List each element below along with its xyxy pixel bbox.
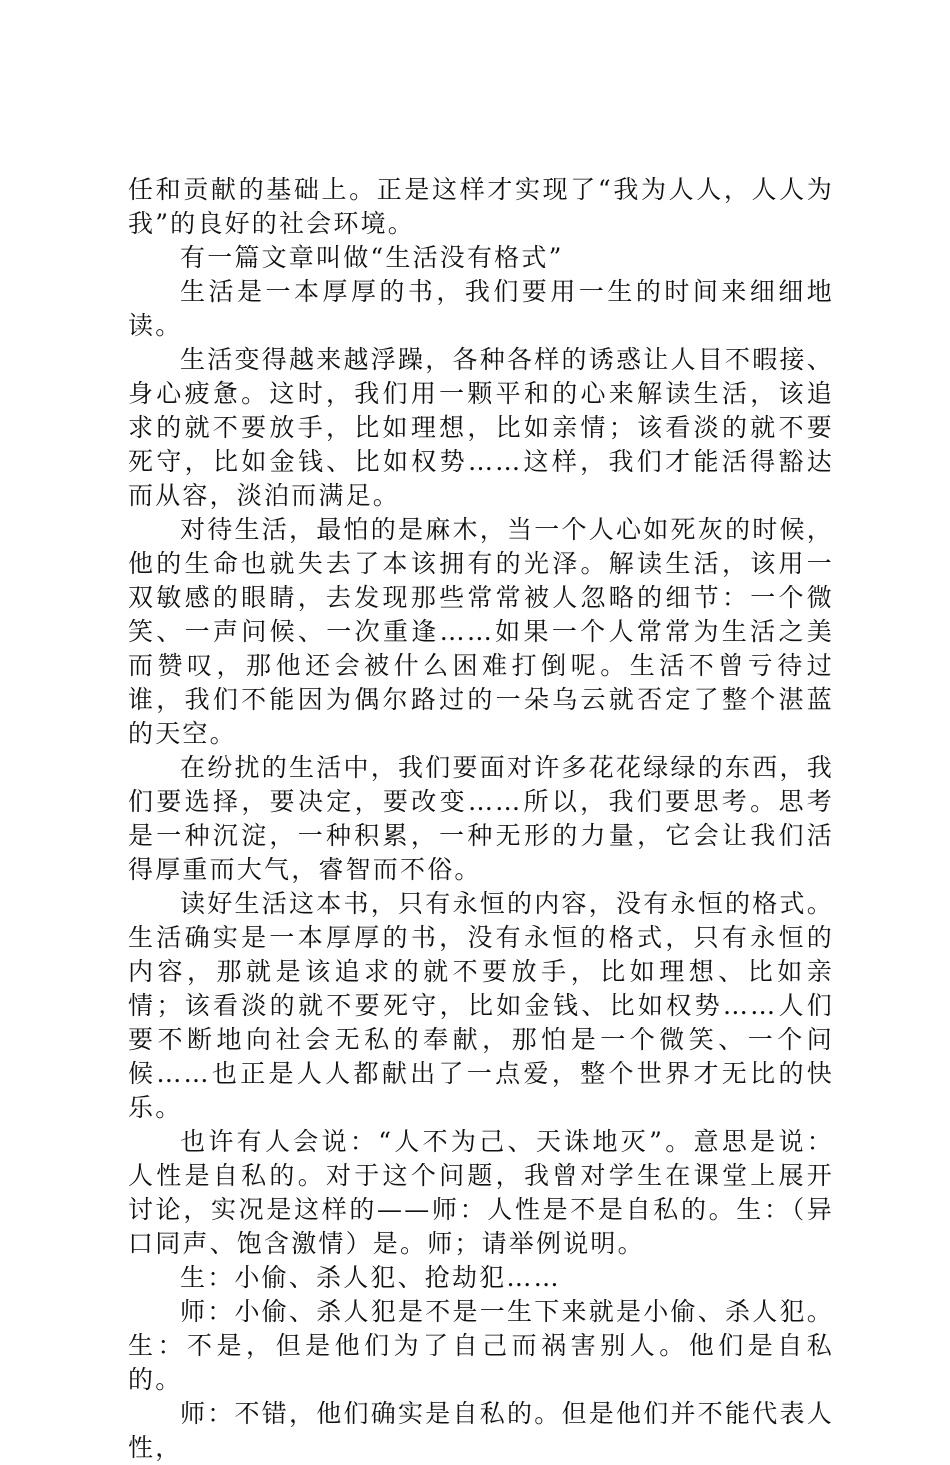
paragraph: 对待生活，最怕的是麻木，当一个人心如死灰的时候，他的生命也就失去了本该拥有的光泽。解读生活，该用一双敏感的眼睛，去发现那些常常被人忽略的细节：一个微笑、一声问候、一次重逢……如果一个人常常为生活之美而赞叹，那他还会被什么困难打倒呢。生活不曾亏待过谁，我们不能因为偶尔路过的一朵乌云就否定了整个湛蓝的天空。 bbox=[128, 515, 834, 748]
document-body bbox=[128, 173, 834, 1465]
paragraph: 生活变得越来越浮躁，各种各样的诱惑让人目不暇接、身心疲惫。这时，我们用一颗平和的心来解读生活，该追求的就不要放手，比如理想，比如亲情；该看淡的就不要死守，比如金钱、比如权势……这样，我们才能活得豁达而从容，淡泊而满足。 bbox=[128, 345, 834, 510]
paragraph: 任和贡献的基础上。正是这样才实现了“我为人人，人人为我”的良好的社会环境。 bbox=[128, 175, 834, 238]
paragraph: 也许有人会说：“人不为己、天诛地灭”。意思是说：人性是自私的。对于这个问题，我曾对学生在课堂上展开讨论，实况是这样的——师：人性是不是自私的。生：（异口同声、饱含激情）是。师；请举例说明。 bbox=[128, 1127, 834, 1258]
paragraph: 生：小偷、杀人犯、抢劫犯…… bbox=[180, 1263, 561, 1292]
paragraph: 师：不错，他们确实是自私的。但是他们并不能代表人性， bbox=[128, 1399, 834, 1462]
paragraph: 师：小偷、杀人犯是不是一生下来就是小偷、杀人犯。生：不是，但是他们为了自己而祸害别人。他们是自私的。 bbox=[128, 1297, 834, 1394]
paragraph: 生活是一本厚厚的书，我们要用一生的时间来细细地读。 bbox=[128, 277, 834, 340]
paragraph: 在纷扰的生活中，我们要面对许多花花绿绿的东西，我们要选择，要决定，要改变……所以，我们要思考。思考是一种沉淀，一种积累，一种无形的力量，它会让我们活得厚重而大气，睿智而不俗。 bbox=[128, 753, 834, 884]
paragraph: 读好生活这本书，只有永恒的内容，没有永恒的格式。生活确实是一本厚厚的书，没有永恒的格式，只有永恒的内容，那就是该追求的就不要放手，比如理想、比如亲情；该看淡的就不要死守，比如金钱、比如权势……人们要不断地向社会无私的奉献，那怕是一个微笑、一个问候……也正是人人都献出了一点爱，整个世界才无比的快乐。 bbox=[128, 889, 834, 1122]
paragraph: 有一篇文章叫做“生活没有格式” bbox=[180, 243, 564, 272]
